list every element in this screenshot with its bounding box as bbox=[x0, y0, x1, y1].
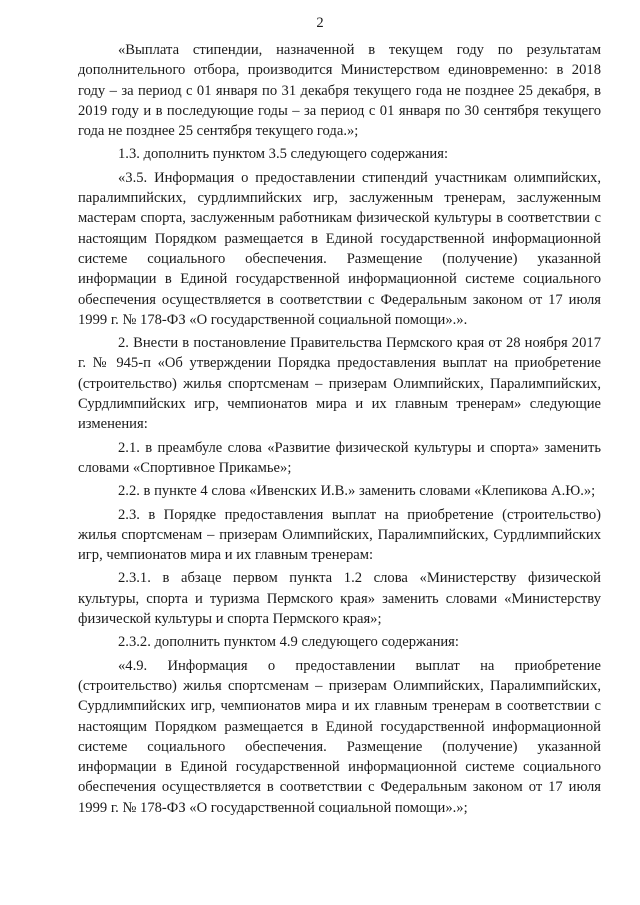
document-body bbox=[78, 40, 601, 821]
paragraph-2-3-1: 2.3.1. в абзаце первом пункта 1.2 слова «Министерству физической культуры, спорта и туризма Пермского края» заменить словами «Министерству физической культуры и спорта Пермского края»; bbox=[78, 570, 601, 628]
paragraph-4-9-quote: «4.9. Информация о предоставлении выплат на приобретение (строительство) жилья спортсменам – призерам Олимпийских, Паралимпийских, Сурдлимпийских игр, чемпионатов мира и их главным тренерам в соответствии с настоящим Порядком размещается в Единой государственной информационной системе социального обеспечения. Размещение (получение) указанной информации в Единой государственной информационной системе социального обеспечения осуществляется в соответствии с Федеральным законом от 17 июля 1999 г. № 178-ФЗ «О государственной социальной помощи».»; bbox=[78, 657, 601, 816]
paragraph-payment-quote: «Выплата стипендии, назначенной в текущем году по результатам дополнительного отбора, производится Министерством единовременно: в 2018 году – за период с 01 января по 31 декабря текущего года не позднее 25 декабря, в 2019 году и в последующие годы – за период с 01 января по 30 сентября текущего года не позднее 25 сентября текущего года.»; bbox=[78, 42, 601, 140]
paragraph-2-2: 2.2. в пункте 4 слова «Ивенских И.В.» заменить словами «Клепикова А.Ю.»; bbox=[118, 483, 596, 500]
paragraph-2: 2. Внести в постановление Правительства Пермского края от 28 ноября 2017 г. № 945-п «Об утверждении Порядка предоставления выплат на приобретение (строительство) жилья спортсменам – призерам Олимпийских, Паралимпийских, Сурдлимпийских игр, чемпионатов мира и их главным тренерам» следующие изменения: bbox=[78, 335, 601, 433]
paragraph-3-5-quote: «3.5. Информация о предоставлении стипендий участникам олимпийских, паралимпийских, сурдлимпийских игр, заслуженным тренерам, заслуженным мастерам спорта, заслуженным работникам физической культуры в соответствии с настоящим Порядком размещается в Единой государственной информационной системе социального обеспечения. Размещение (получение) указанной информации в Единой государственной информационной системе социального обеспечения осуществляется в соответствии с Федеральным законом от 17 июля 1999 г. № 178-ФЗ «О государственной социальной помощи».». bbox=[78, 169, 601, 328]
paragraph-2-3: 2.3. в Порядке предоставления выплат на приобретение (строительство) жилья спортсменам – призерам Олимпийских, Паралимпийских, Сурдлимпийских игр, чемпионатов мира и их главным тренерам: bbox=[78, 506, 601, 564]
paragraph-2-3-2: 2.3.2. дополнить пунктом 4.9 следующего содержания: bbox=[118, 634, 459, 651]
paragraph-2-1: 2.1. в преамбуле слова «Развитие физической культуры и спорта» заменить словами «Спортивное Прикамье»; bbox=[78, 439, 601, 476]
page-number: 2 bbox=[316, 15, 324, 31]
paragraph-1-3: 1.3. дополнить пунктом 3.5 следующего содержания: bbox=[118, 146, 449, 163]
